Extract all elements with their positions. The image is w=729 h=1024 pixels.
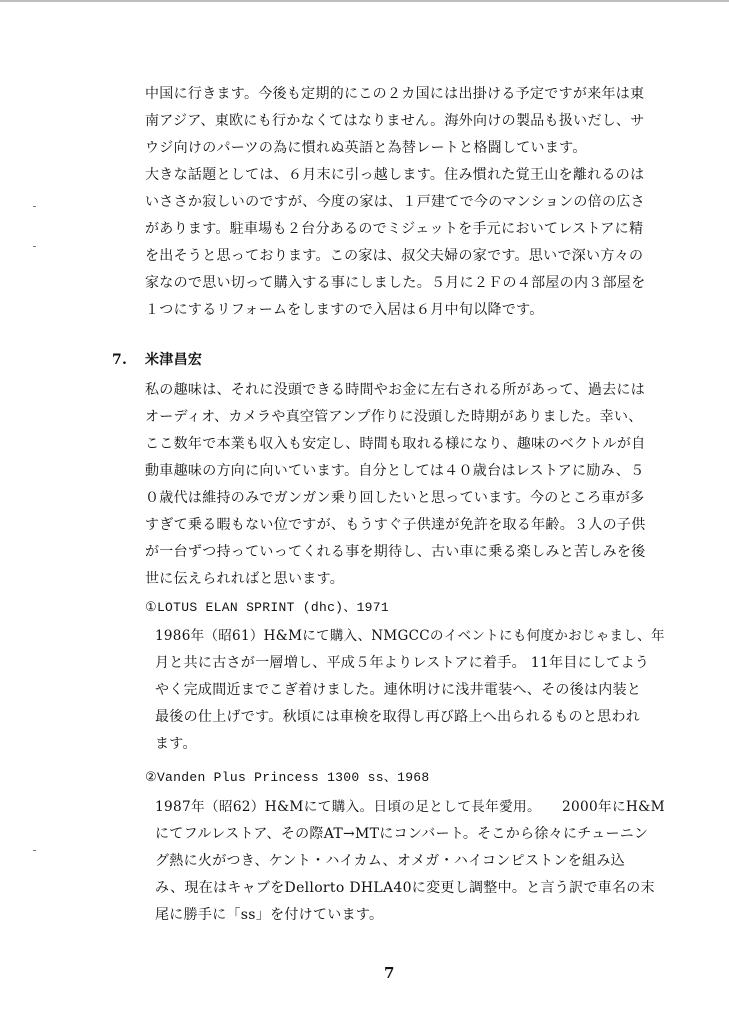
section-number: 7. xyxy=(112,352,128,368)
paragraph-line: にてフルレストア、その際AT→MTにコンバート。そこから徐々にチューニン xyxy=(155,826,649,842)
paragraph-line: すぎて乗る暇もない位ですが、もうすぐ子供達が免許を取る年齢。３人の子供 xyxy=(145,517,646,533)
paragraph-line: み、現在はキャブをDellorto DHLA40に変更し調整中。と言う訳で車名の末 xyxy=(155,880,655,896)
car-title: ②Vanden Plus Princess 1300 ss、1968 xyxy=(145,770,430,785)
top-border xyxy=(0,0,729,2)
paragraph-line: 世に伝えられればと思います。 xyxy=(145,571,345,587)
paragraph-line: ０歳代は維持のみでガンガン乗り回したいと思っています。今のところ車が多 xyxy=(145,490,645,506)
paragraph-line: 家なので思い切って購入する事にしました。５月に２Ｆの４部屋の内３部屋を xyxy=(145,275,646,291)
paragraph-line: 1987年（昭62）H&Mにて購入。日頃の足として長年愛用。 2000年にH&M xyxy=(155,799,665,815)
paragraph-line: グ熱に火がつき、ケント・ハイカム、オメガ・ハイコンピストンを組み込 xyxy=(155,853,625,869)
paragraph-line: があります。駐車場も２台分あるのでミジェットを手元においてレストアに精 xyxy=(145,221,644,237)
scan-mark xyxy=(33,206,36,207)
paragraph-line: やく完成間近までこぎ着けました。連休明けに浅井電装へ、その後は内装と xyxy=(155,682,642,698)
paragraph-line: 大きな話題としては、６月末に引っ越します。住み慣れた覚王山を離れるのは xyxy=(145,167,645,183)
section-heading: 米津昌宏 xyxy=(145,352,203,368)
paragraph-line: ここ数年で本業も収入も安定し、時間も取れる様になり、趣味のベクトルが自 xyxy=(145,436,646,452)
paragraph-line: 最後の仕上げです。秋頃には車検を取得し再び路上へ出られるものと思われ xyxy=(155,709,641,725)
paragraph-line: を出そうと思っております。この家は、叔父夫婦の家です。思いで深い方々の xyxy=(145,248,644,264)
paragraph-line: ウジ向けのパーツの為に慣れぬ英語と為替レートと格闘しています。 xyxy=(145,140,587,156)
paragraph-line: １つにするリフォームをしますので入居は６月中旬以降です。 xyxy=(145,302,544,318)
paragraph-line: 中国に行きます。今後も定期的にこの２カ国には出掛ける予定ですが来年は東 xyxy=(145,86,645,102)
paragraph-line: 動車趣味の方向に向いています。自分としては４０歳台はレストアに励み、５ xyxy=(145,463,645,479)
paragraph-line: オーディオ、カメラや真空管アンプ作りに没頭した時期がありました。幸い、 xyxy=(145,409,643,425)
paragraph-line: 南アジア、東欧にも行かなくてはなりません。海外向けの製品も扱いだし、サ xyxy=(145,113,645,129)
paragraph-line: が一台ずつ持っていってくれる事を期待し、古い車に乗る楽しみと苦しみを後 xyxy=(145,544,646,560)
paragraph-line: 月と共に古さが一層増し、平成５年よりレストアに着手。 11年目にしてよう xyxy=(155,655,650,671)
paragraph-line: 1986年（昭61）H&Mにて購入、NMGCCのイベントにも何度かおじゃまし、年 xyxy=(155,628,665,644)
paragraph-line: いささか寂しいのですが、今度の家は、１戸建てで今のマンションの倍の広さ xyxy=(145,194,645,210)
paragraph-line: 尾に勝手に「ss」を付けています。 xyxy=(155,907,384,923)
scan-mark xyxy=(33,246,36,247)
page-number: 7 xyxy=(384,964,395,982)
paragraph-line: 私の趣味は、それに没頭できる時間やお金に左右される所があって、過去には xyxy=(145,382,646,398)
car-title: ①LOTUS ELAN SPRINT (dhc)、1971 xyxy=(145,600,389,615)
paragraph-line: ます。 xyxy=(155,736,197,752)
scan-mark xyxy=(33,850,36,851)
